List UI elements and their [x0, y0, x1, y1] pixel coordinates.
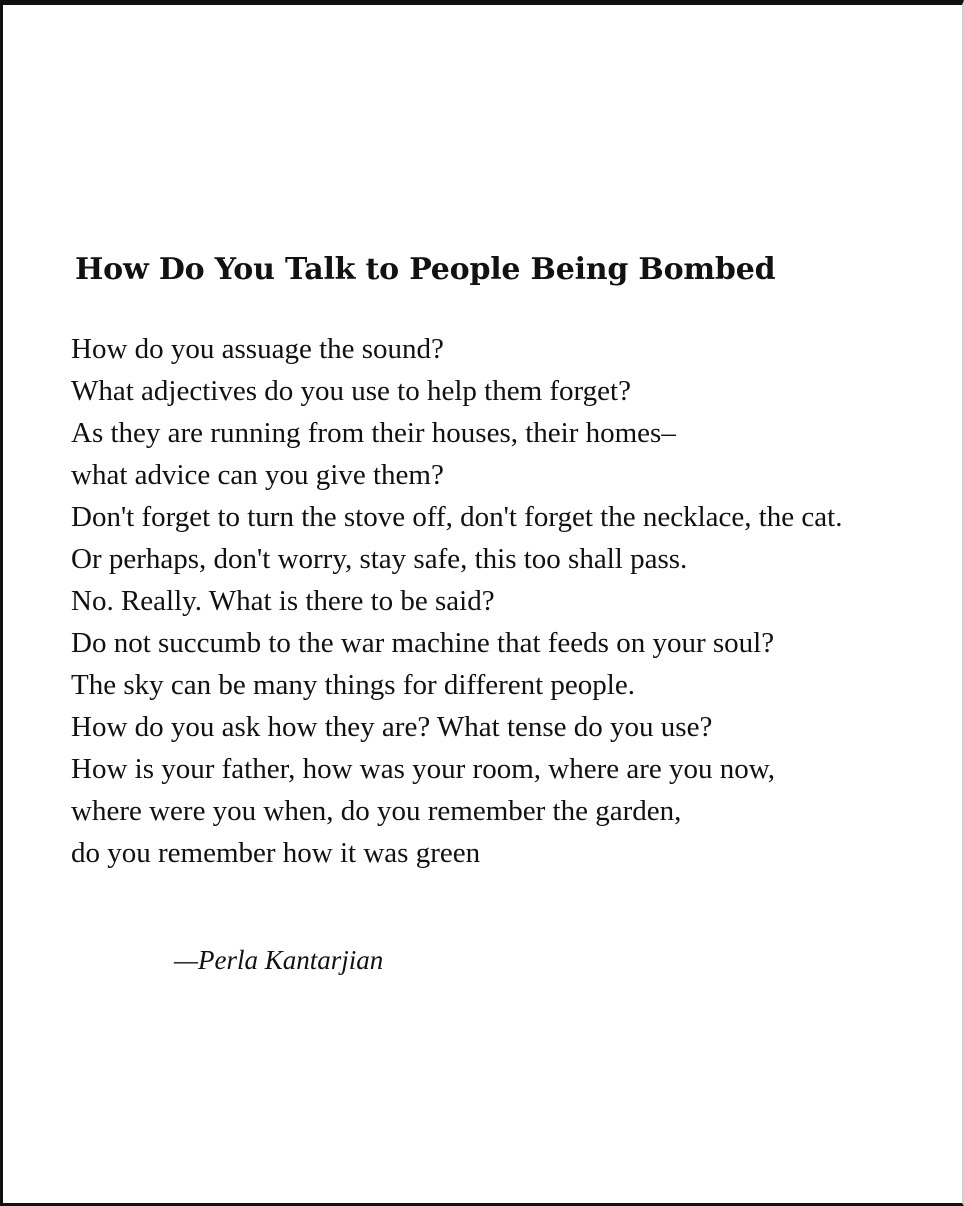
poem-attribution: —Perla Kantarjian	[174, 945, 384, 975]
poem-line: Don't forget to turn the stove off, don't forget the necklace, the cat.	[71, 501, 843, 533]
poem-line: How do you ask how they are? What tense do you use?	[71, 711, 713, 743]
poem-line: As they are running from their houses, their homes–	[71, 417, 676, 449]
poem-line: Do not succumb to the war machine that feeds on your soul?	[71, 627, 775, 659]
poem-line: do you remember how it was green	[71, 837, 481, 869]
poem-title: How Do You Talk to People Being Bombed	[75, 252, 776, 287]
poem-body	[71, 328, 842, 874]
poem-line: What adjectives do you use to help them forget?	[71, 375, 631, 407]
poem-line: what advice can you give them?	[71, 459, 444, 491]
poem-line: The sky can be many things for different people.	[71, 669, 635, 701]
poem-line: How is your father, how was your room, where are you now,	[71, 753, 776, 785]
poem-line: How do you assuage the sound?	[71, 333, 444, 365]
poem-line: where were you when, do you remember the garden,	[71, 795, 682, 827]
poem-line: Or perhaps, don't worry, stay safe, this too shall pass.	[71, 543, 688, 575]
poem-line: No. Really. What is there to be said?	[71, 585, 495, 617]
